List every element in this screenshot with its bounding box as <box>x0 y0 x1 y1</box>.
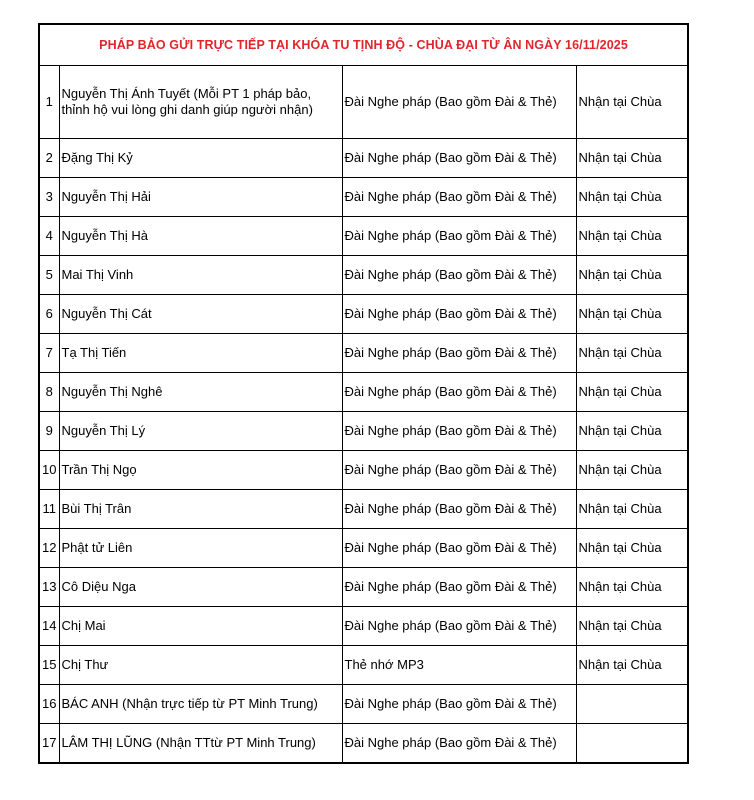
row-number: 12 <box>39 529 59 568</box>
document-title: PHÁP BẢO GỬI TRỰC TIẾP TẠI KHÓA TU TỊNH ĐỘ - CHÙA ĐẠI TỪ ÂN NGÀY 16/11/2025 <box>39 24 688 66</box>
recipient-name: Tạ Thị Tiến <box>59 334 342 373</box>
dharma-item: Đài Nghe pháp (Bao gồm Đài & Thẻ) <box>342 178 576 217</box>
table-row <box>39 217 688 256</box>
dharma-item: Đài Nghe pháp (Bao gồm Đài & Thẻ) <box>342 529 576 568</box>
dharma-item: Đài Nghe pháp (Bao gồm Đài & Thẻ) <box>342 334 576 373</box>
dharma-item: Đài Nghe pháp (Bao gồm Đài & Thẻ) <box>342 295 576 334</box>
row-number: 8 <box>39 373 59 412</box>
receive-location: Nhận tại Chùa <box>576 529 688 568</box>
table-row <box>39 139 688 178</box>
row-number: 10 <box>39 451 59 490</box>
recipient-name: Trần Thị Ngọ <box>59 451 342 490</box>
table-row <box>39 295 688 334</box>
recipient-name: Đặng Thị Kỷ <box>59 139 342 178</box>
receive-location: Nhận tại Chùa <box>576 568 688 607</box>
row-number: 15 <box>39 646 59 685</box>
table-row <box>39 568 688 607</box>
receive-location: Nhận tại Chùa <box>576 646 688 685</box>
row-number: 17 <box>39 724 59 764</box>
table-row <box>39 529 688 568</box>
recipient-name: Nguyễn Thị Nghê <box>59 373 342 412</box>
receive-location: Nhận tại Chùa <box>576 217 688 256</box>
table-row <box>39 256 688 295</box>
dharma-item: Đài Nghe pháp (Bao gồm Đài & Thẻ) <box>342 568 576 607</box>
table-body <box>39 24 688 763</box>
receive-location: Nhận tại Chùa <box>576 139 688 178</box>
registration-table <box>38 23 689 764</box>
recipient-name: Nguyễn Thị Ánh Tuyết (Mỗi PT 1 pháp bảo, thỉnh hộ vui lòng ghi danh giúp người nhận) <box>59 66 342 139</box>
recipient-name: Nguyễn Thị Hà <box>59 217 342 256</box>
table-row <box>39 373 688 412</box>
receive-location <box>576 724 688 764</box>
table-row <box>39 178 688 217</box>
table-row <box>39 334 688 373</box>
receive-location: Nhận tại Chùa <box>576 295 688 334</box>
recipient-name: Nguyễn Thị Hải <box>59 178 342 217</box>
dharma-item: Đài Nghe pháp (Bao gồm Đài & Thẻ) <box>342 607 576 646</box>
receive-location: Nhận tại Chùa <box>576 451 688 490</box>
row-number: 16 <box>39 685 59 724</box>
row-number: 5 <box>39 256 59 295</box>
recipient-name: Phật tử Liên <box>59 529 342 568</box>
recipient-name: Nguyễn Thị Lý <box>59 412 342 451</box>
table-row <box>39 66 688 139</box>
receive-location: Nhận tại Chùa <box>576 334 688 373</box>
recipient-name: BÁC ANH (Nhận trực tiếp từ PT Minh Trung) <box>59 685 342 724</box>
row-number: 9 <box>39 412 59 451</box>
recipient-name: Cô Diệu Nga <box>59 568 342 607</box>
row-number: 13 <box>39 568 59 607</box>
dharma-item: Đài Nghe pháp (Bao gồm Đài & Thẻ) <box>342 451 576 490</box>
dharma-item: Thẻ nhớ MP3 <box>342 646 576 685</box>
receive-location: Nhận tại Chùa <box>576 178 688 217</box>
row-number: 1 <box>39 66 59 139</box>
table-row <box>39 607 688 646</box>
recipient-name: Nguyễn Thị Cát <box>59 295 342 334</box>
recipient-name: Chị Thư <box>59 646 342 685</box>
dharma-item: Đài Nghe pháp (Bao gồm Đài & Thẻ) <box>342 256 576 295</box>
title-row <box>39 24 688 66</box>
recipient-name: Bùi Thị Trân <box>59 490 342 529</box>
table-row <box>39 646 688 685</box>
row-number: 7 <box>39 334 59 373</box>
table-row <box>39 451 688 490</box>
dharma-item: Đài Nghe pháp (Bao gồm Đài & Thẻ) <box>342 412 576 451</box>
receive-location: Nhận tại Chùa <box>576 412 688 451</box>
dharma-item: Đài Nghe pháp (Bao gồm Đài & Thẻ) <box>342 685 576 724</box>
row-number: 4 <box>39 217 59 256</box>
dharma-item: Đài Nghe pháp (Bao gồm Đài & Thẻ) <box>342 66 576 139</box>
table-row <box>39 685 688 724</box>
dharma-item: Đài Nghe pháp (Bao gồm Đài & Thẻ) <box>342 217 576 256</box>
recipient-name: LÂM THỊ LŨNG (Nhận TTtừ PT Minh Trung) <box>59 724 342 764</box>
dharma-item: Đài Nghe pháp (Bao gồm Đài & Thẻ) <box>342 373 576 412</box>
table-row <box>39 490 688 529</box>
dharma-item: Đài Nghe pháp (Bao gồm Đài & Thẻ) <box>342 139 576 178</box>
receive-location: Nhận tại Chùa <box>576 373 688 412</box>
receive-location: Nhận tại Chùa <box>576 66 688 139</box>
table-row <box>39 412 688 451</box>
recipient-name: Mai Thị Vinh <box>59 256 342 295</box>
row-number: 14 <box>39 607 59 646</box>
recipient-name: Chị Mai <box>59 607 342 646</box>
dharma-item: Đài Nghe pháp (Bao gồm Đài & Thẻ) <box>342 490 576 529</box>
receive-location: Nhận tại Chùa <box>576 607 688 646</box>
dharma-item: Đài Nghe pháp (Bao gồm Đài & Thẻ) <box>342 724 576 764</box>
row-number: 11 <box>39 490 59 529</box>
receive-location <box>576 685 688 724</box>
row-number: 6 <box>39 295 59 334</box>
receive-location: Nhận tại Chùa <box>576 490 688 529</box>
receive-location: Nhận tại Chùa <box>576 256 688 295</box>
row-number: 3 <box>39 178 59 217</box>
table-row <box>39 724 688 764</box>
row-number: 2 <box>39 139 59 178</box>
